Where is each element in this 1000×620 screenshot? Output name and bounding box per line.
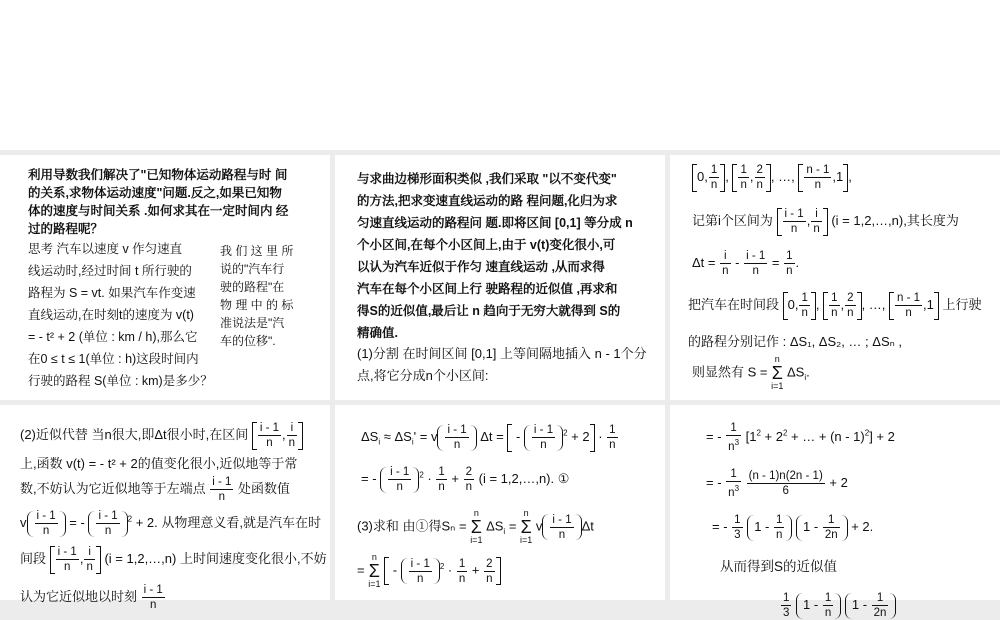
note-line-2: 说的"汽车行 (220, 262, 285, 276)
approx-text-4: + 2. 从物理意义看,就是汽车在时 (135, 514, 321, 530)
blank-header-area (0, 0, 1000, 150)
slide-panel-sum (335, 405, 665, 600)
intro-line-3: 体的速度与时间关系 .如何求其在一定时间内 经 (28, 204, 289, 218)
approx-text-3b: 处函数值 (238, 480, 291, 496)
step1-line-2: 点,将它分成n个小区间: (357, 368, 489, 383)
think-line-7: 行驶的路程 S(单位 : km)是多少？ (28, 374, 213, 388)
step3-label: (3)求和 由①得Sₙ = (357, 518, 467, 534)
delta-t-eq: Δt = $\frac{i}{n}$ - $\frac{i - 1}{n}$ = $\frac{1}{n}$ . (692, 250, 800, 277)
think-line-4: 直线运动,在时刻t的速度为 v(t) (28, 308, 194, 322)
think-line-6: 在0 ≤ t ≤ 1(单位 : h)这段时间内 (28, 352, 199, 366)
think-line-3: 路程为 S = vt. 如果汽车作变速 (28, 286, 196, 300)
approx-line-4: v $\frac{i - 1}{n}$ = - $\frac{i - 1}{n}$ $^2$ + 2. 从物理意义看,就是汽车在时 (20, 510, 321, 537)
note-line-6: 车的位移". (220, 334, 276, 348)
method-line-3: 匀速直线运动的路程问 题.即将区间 [0,1] 等分成 n (357, 216, 633, 230)
think-line-5: = - t² + 2 (单位 : km / h),那么它 (28, 330, 198, 344)
result-text: 从而得到S的近似值 (720, 559, 838, 574)
intro-line-1: 利用导数我们解决了"已知物体运动路程与时 间 (28, 168, 288, 182)
dt-label: Δt = (692, 254, 716, 270)
delta-s-eq: $\Delta S_i \approx \Delta S_i' = v$ $\frac{i - 1}{n}$ Δt = - $\frac{i - 1}{n}$ $^2$ + 2 · $\frac{1}{n}$ (361, 424, 616, 451)
dist-label: 的路程分别记作 : ΔS₁, ΔS₂, … ; ΔSₙ , (688, 334, 903, 349)
approx-text-3: 数,不妨认为它近似地等于左端点 (20, 480, 206, 496)
approx-line-6: 认为它近似地以时刻 $\frac{i - 1}{n}$ (20, 584, 163, 611)
result-line-4: $\frac{1}{3}$ 1 - $\frac{1}{n}$ 1 - $\frac{1}{2n}$ (780, 591, 896, 620)
method-line-6: 汽车在每个小区间上行 驶路程的近似值 ,再求和 (357, 282, 618, 296)
method-line-8: 精确值. (357, 326, 398, 340)
intro-line-4: 过的路程呢？ (28, 222, 104, 236)
think-line-2: 线运动时,经过时间 t 所行驶的 (28, 264, 192, 278)
note-line-3: 驶的路程"在 (220, 280, 285, 294)
sum-expanded: = n Σ i=1 - $\frac{i - 1}{n}$ $^2$ · $\frac{1}{n}$ + $\frac{2}{n}$ (357, 553, 501, 589)
note-line-4: 物 理 中 的 标 (220, 298, 294, 312)
ith-interval: 记第i个区间为 $\frac{i - 1}{n}$ , $\frac{i}{n}$ (i = 1,2,…,n),其长度为 (692, 208, 959, 235)
slide-panel-partition (670, 155, 1000, 400)
note-line-5: 准说法是"汽 (220, 316, 285, 330)
sum-prefix: 则显然有 S = (692, 364, 768, 380)
slide-panel-intro (0, 155, 330, 400)
result-line-3: = - $\frac{1}{3}$ 1 - $\frac{1}{n}$ 1 - $\frac{1}{2n}$ + 2. (712, 514, 874, 541)
slide-panel-approx (0, 405, 330, 611)
approx-text-6: 认为它近似地以时刻 (20, 588, 138, 604)
approx-line-3: 数,不妨认为它近似地等于左端点 $\frac{i - 1}{n}$ 处函数值 (20, 476, 291, 503)
approx-line-5: 间段 $\frac{i - 1}{n}$ , $\frac{i}{n}$ (i = 1,2,…,n) 上时间速度变化很小,不妨 (20, 546, 327, 573)
approx-text-5b: (i = 1,2,…,n) 上时间速度变化很小,不妨 (104, 550, 327, 566)
result-line-1: = - $\frac{1}{n^3}$ [$1^2 + 2^2$ + … + (n - 1)$^2$] + 2 (706, 422, 895, 453)
approx-text-1: (2)近似代替 当n很大,即Δt很小时,在区间 (20, 426, 249, 442)
approx-line-1: (2)近似代替 当n很大,即Δt很小时,在区间 $\frac{i - 1}{n}$ , $\frac{i}{n}$ (20, 421, 303, 450)
ith-prefix: 记第i个区间为 (692, 212, 773, 228)
ith-suffix: (i = 1,2,…,n),其长度为 (831, 212, 959, 228)
note-line-1: 我 们 这 里 所 (220, 244, 294, 258)
method-line-4: 个小区间,在每个小区间上,由于 v(t)变化很小,可 (357, 238, 616, 252)
method-line-7: 得S的近似值,最后让 n 趋向于无穷大就得到 S的 (357, 304, 621, 318)
slide-panel-result (670, 405, 1000, 619)
drive-suffix: 上行驶 (942, 296, 982, 312)
intro-line-2: 的关系,求物体运动速度"问题.反之,如果已知物 (28, 186, 282, 200)
interval-list: 0, $\frac{1}{n}$ , $\frac{1}{n}$ , $\frac{2}{n}$ , …, $\frac{n - 1}{n}$ ,1 , (692, 163, 852, 192)
sum-step: (3)求和 由①得Sₙ = n Σ i=1 $\Delta S_i = n$ Σ i=1 v $\frac{i - 1}{n}$ Δt (357, 508, 594, 545)
sum-eq: 则显然有 S = n Σ i=1 $\Delta S_i$. (692, 354, 810, 391)
result-line-2: = - $\frac{1}{n^3}$ $\frac{(n - 1)n(2n - 1)}{6}$ + 2 (706, 468, 848, 499)
eq-tail: (i = 1,2,…,n). ① (478, 470, 570, 486)
delta-s-expanded: = - $\frac{i - 1}{n}$ $^2$ · $\frac{1}{n}$ + $\frac{2}{n}$ (i = 1,2,…,n). ① (361, 466, 570, 493)
method-line-5: 以认为汽车近似于作匀 速直线运动 ,从而求得 (357, 260, 605, 274)
method-line-2: 的方法,把求变速直线运动的路 程问题,化归为求 (357, 194, 618, 208)
drive-intervals: 把汽车在时间段 0, $\frac{1}{n}$ , $\frac{1}{n}$ , $\frac{2}{n}$ , …, $\frac{n - 1}{n}$ ,1 上行驶 (688, 292, 982, 319)
drive-prefix: 把汽车在时间段 (688, 296, 780, 312)
slide-panel-method (335, 155, 665, 400)
think-line-1: 思考 汽车以速度 v 作匀速直 (28, 242, 183, 256)
method-line-1: 与求曲边梯形面积类似 ,我们采取 "以不变代变" (357, 172, 617, 186)
approx-text-2: 上,函数 v(t) = - t² + 2的值变化很小,近似地等于常 (20, 456, 298, 471)
step1-line-1: (1)分割 在时间区间 [0,1] 上等间隔地插入 n - 1个分 (357, 346, 647, 361)
approx-text-5a: 间段 (20, 550, 47, 566)
